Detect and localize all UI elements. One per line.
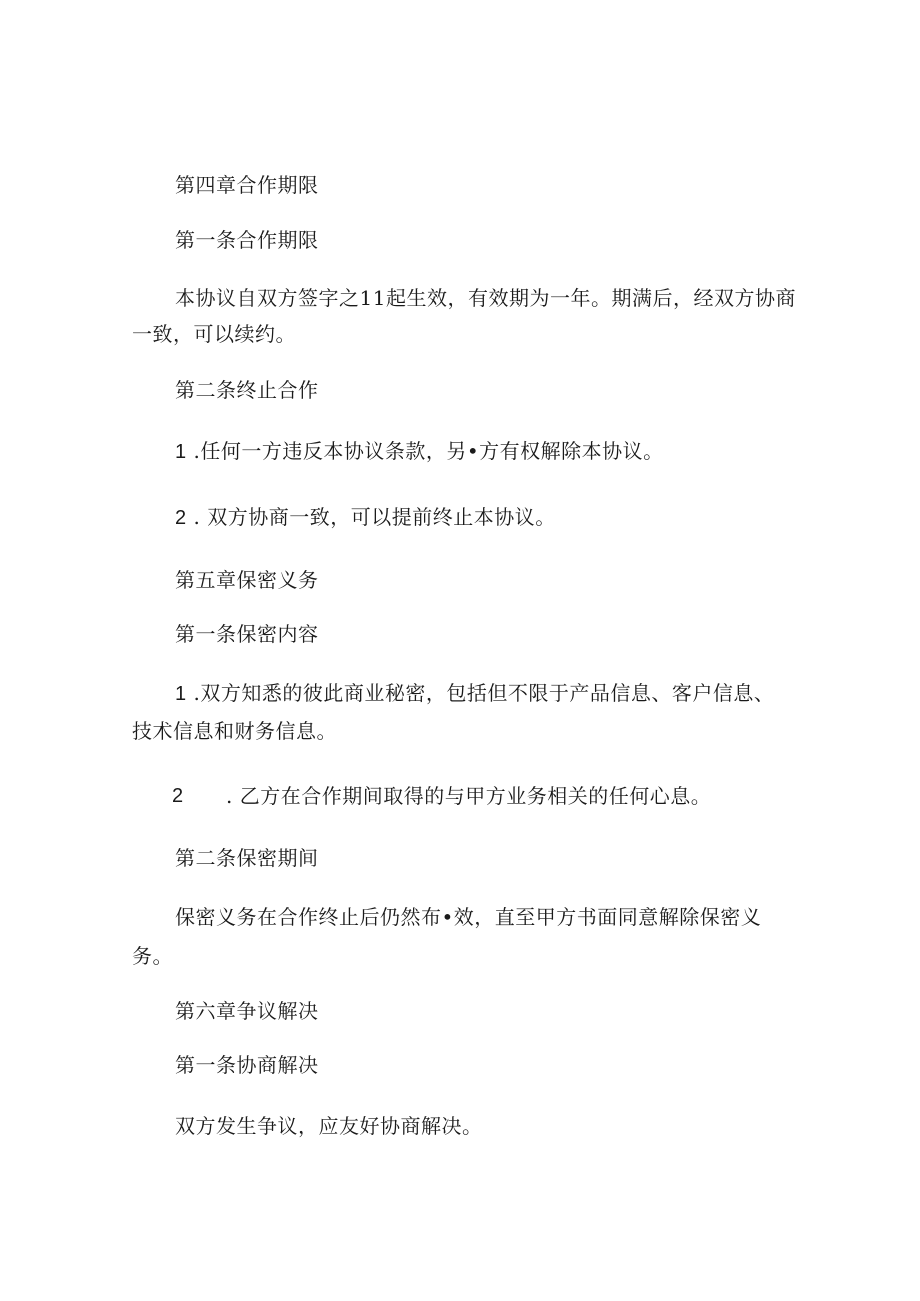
- item-text: .任何一方违反本协议条款，另•方有权解除本协议。: [193, 439, 664, 463]
- chapter-4-article-2-heading: 第二条终止合作: [175, 378, 319, 402]
- chapter-5-heading: 第五章保密义务: [175, 568, 319, 592]
- item-number: 2: [175, 507, 187, 529]
- chapter-5-article-2-heading: 第二条保密期间: [175, 846, 319, 870]
- chapter-5-article-1-item-1-line-1: [175, 679, 774, 708]
- chapter-4-article-2-item-1: [175, 437, 664, 466]
- chapter-6-article-1-text: 双方发生争议，应友好协商解决。: [175, 1114, 483, 1138]
- item-number: 2: [172, 785, 184, 807]
- chapter-4-article-2-item-2: [175, 503, 556, 532]
- chapter-6-heading: 第六章争议解决: [175, 999, 319, 1023]
- item-number: 1: [175, 441, 187, 463]
- chapter-4-article-1-text-line-2: 一致，可以续约。: [132, 322, 296, 346]
- chapter-5-article-2-text-line-1: 保密义务在合作终止后仍然布•效，直至甲方书面同意解除保密义: [175, 905, 762, 929]
- item-text: . 双方协商一致，可以提前终止本协议。: [193, 505, 556, 529]
- chapter-4-article-1-text-line-1: 本协议自双方签字之11起生效，有效期为一年。期满后，经双方协商: [175, 286, 796, 310]
- chapter-4-heading: 第四章合作期限: [175, 173, 319, 197]
- item-text: . 乙方在合作期间取得的与甲方业务相关的任何心息。: [226, 784, 712, 808]
- chapter-5-article-1-item-1-line-2: 技术信息和财务信息。: [132, 719, 337, 743]
- chapter-5-article-2-text-line-2: 务。: [132, 944, 173, 968]
- chapter-4-article-1-heading: 第一条合作期限: [175, 228, 319, 252]
- item-text: .双方知悉的彼此商业秘密，包括但不限于产品信息、客户信息、: [193, 681, 775, 705]
- chapter-5-article-1-heading: 第一条保密内容: [175, 622, 319, 646]
- chapter-6-article-1-heading: 第一条协商解决: [175, 1053, 319, 1077]
- item-number: 1: [175, 683, 187, 705]
